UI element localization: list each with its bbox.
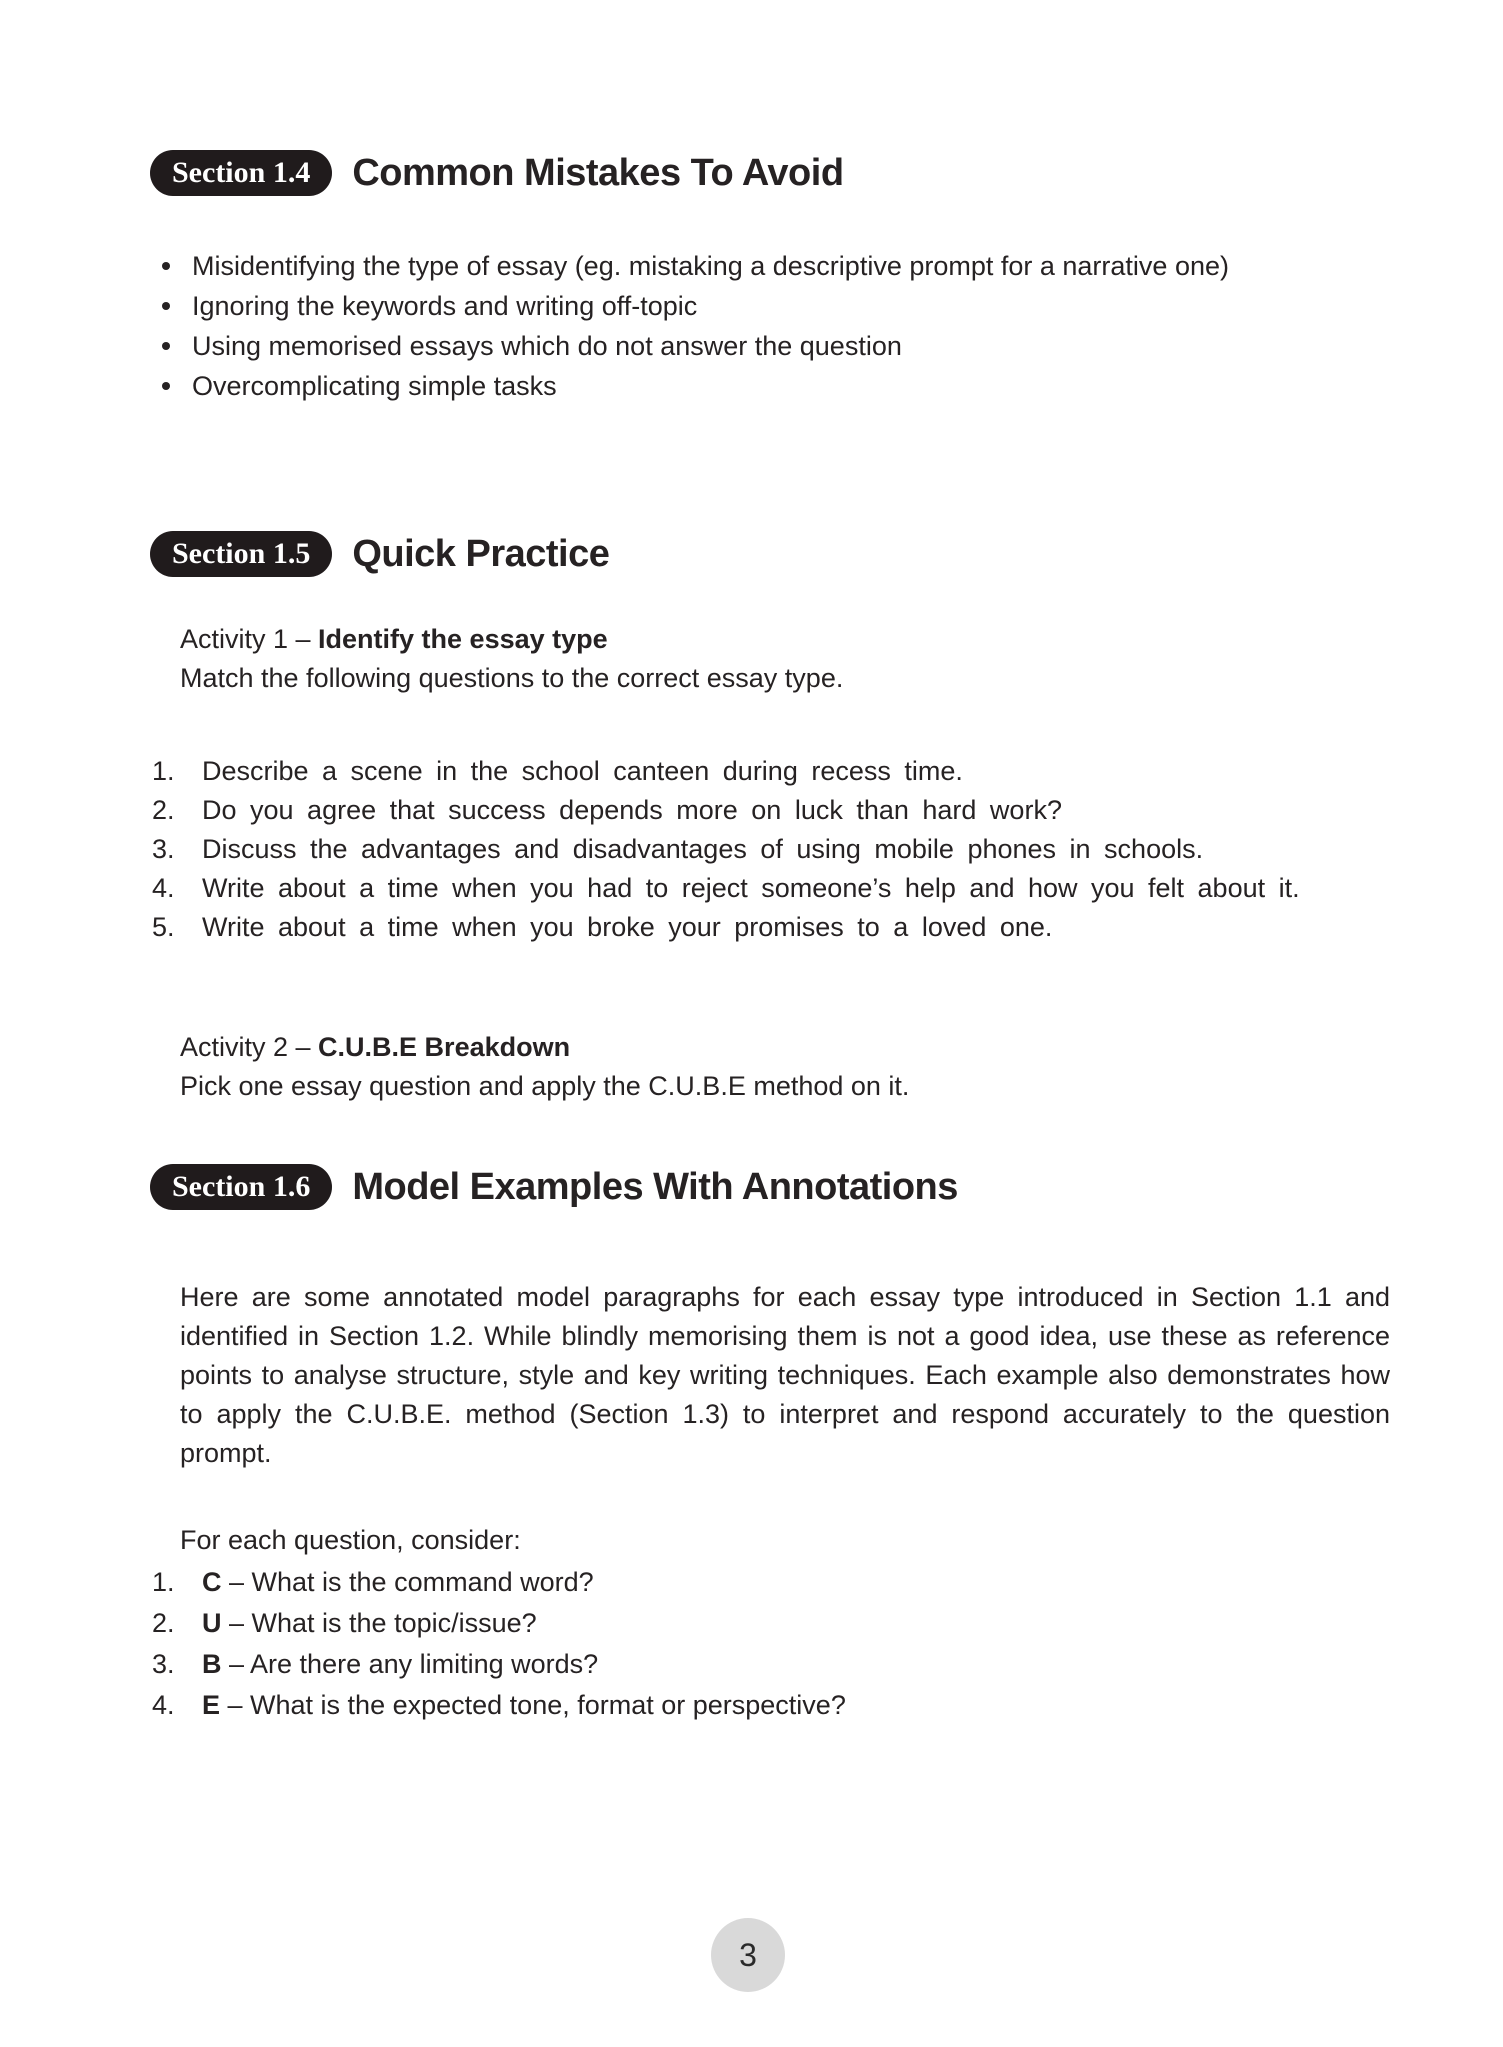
list-item [180, 286, 1390, 326]
section-1-5-header [150, 531, 609, 577]
page-number: 3 [739, 1936, 757, 1973]
bullet-icon [162, 302, 170, 310]
question-number: 1. [152, 756, 175, 786]
question-row [152, 869, 1390, 908]
question-number: 3. [152, 834, 175, 864]
bullet-icon [162, 262, 170, 270]
activity-2-prefix: Activity 2 – [180, 1032, 319, 1062]
question-text: Describe a scene in the school canteen during recess time. [202, 756, 963, 786]
consider-letter: E [202, 1690, 221, 1720]
consider-text: – What is the expected tone, format or perspective? [220, 1690, 846, 1720]
activity-2-label [180, 1028, 1390, 1067]
consider-number: 1. [152, 1567, 175, 1597]
bullet-text: Overcomplicating simple tasks [192, 371, 557, 401]
bullet-text: Ignoring the keywords and writing off-topic [192, 291, 698, 321]
consider-number: 2. [152, 1608, 175, 1638]
page-number-circle [711, 1918, 785, 1992]
consider-letter: B [202, 1649, 222, 1679]
consider-number: 3. [152, 1649, 175, 1679]
consider-row [152, 1603, 1390, 1644]
section-1-6-badge: Section 1.6 [150, 1164, 332, 1210]
questions-list [152, 752, 1390, 947]
consider-list [152, 1562, 1390, 1726]
consider-letter: U [202, 1608, 222, 1638]
question-number: 2. [152, 795, 175, 825]
question-row [152, 791, 1390, 830]
list-item [180, 326, 1390, 366]
question-text: Do you agree that success depends more on luck than hard work? [202, 795, 1062, 825]
list-item [180, 246, 1390, 286]
activity-2-desc: Pick one essay question and apply the C.U.B.E method on it. [180, 1071, 910, 1101]
section-1-5-title: Quick Practice [352, 532, 610, 575]
question-row [152, 752, 1390, 791]
consider-text: – What is the topic/issue? [221, 1608, 537, 1638]
consider-number: 4. [152, 1690, 175, 1720]
question-row [152, 830, 1390, 869]
bullet-text: Misidentifying the type of essay (eg. mistaking a descriptive prompt for a narrative one) [192, 251, 1229, 281]
question-number: 4. [152, 873, 175, 903]
activity-2-block [180, 1028, 1390, 1106]
section-1-4-header [150, 150, 844, 196]
consider-letter: C [202, 1567, 222, 1597]
consider-intro: For each question, consider: [180, 1525, 521, 1555]
consider-row [152, 1562, 1390, 1603]
section-1-5-badge: Section 1.5 [150, 531, 332, 577]
bullet-icon [162, 382, 170, 390]
bullet-icon [162, 342, 170, 350]
section-1-6-header [150, 1164, 958, 1210]
question-text: Discuss the advantages and disadvantages of using mobile phones in schools. [202, 834, 1204, 864]
consider-text: – Are there any limiting words? [221, 1649, 599, 1679]
list-item [180, 366, 1390, 406]
consider-row [152, 1644, 1390, 1685]
activity-1-desc: Match the following questions to the correct essay type. [180, 663, 844, 693]
bullet-text: Using memorised essays which do not answer the question [192, 331, 902, 361]
consider-text: – What is the command word? [221, 1567, 594, 1597]
question-number: 5. [152, 912, 175, 942]
question-row [152, 908, 1390, 947]
activity-2-name: C.U.B.E Breakdown [318, 1032, 571, 1062]
section-1-6-title: Model Examples With Annotations [352, 1165, 958, 1208]
section-1-4-title: Common Mistakes To Avoid [352, 151, 844, 194]
question-text: Write about a time when you had to reject someone’s help and how you felt about it. [202, 873, 1300, 903]
activity-1-block [180, 620, 1390, 698]
question-text: Write about a time when you broke your promises to a loved one. [202, 912, 1053, 942]
activity-1-name: Identify the essay type [318, 624, 608, 654]
activity-1-label [180, 620, 1390, 659]
section-1-4-badge: Section 1.4 [150, 150, 332, 196]
activity-1-prefix: Activity 1 – [180, 624, 319, 654]
consider-row [152, 1685, 1390, 1726]
intro-paragraph: Here are some annotated model paragraphs for each essay type introduced in Section 1.1 and identified in Section 1.2. While blindly memorising them is not a good idea, use these as reference points to analyse structure, style and key writing techniques. Each example also demonstrates how to apply the C.U.B.E. method (Section 1.3) to interpret and respond accurately to the question prompt. [180, 1282, 1390, 1468]
mistakes-list [180, 246, 1390, 406]
